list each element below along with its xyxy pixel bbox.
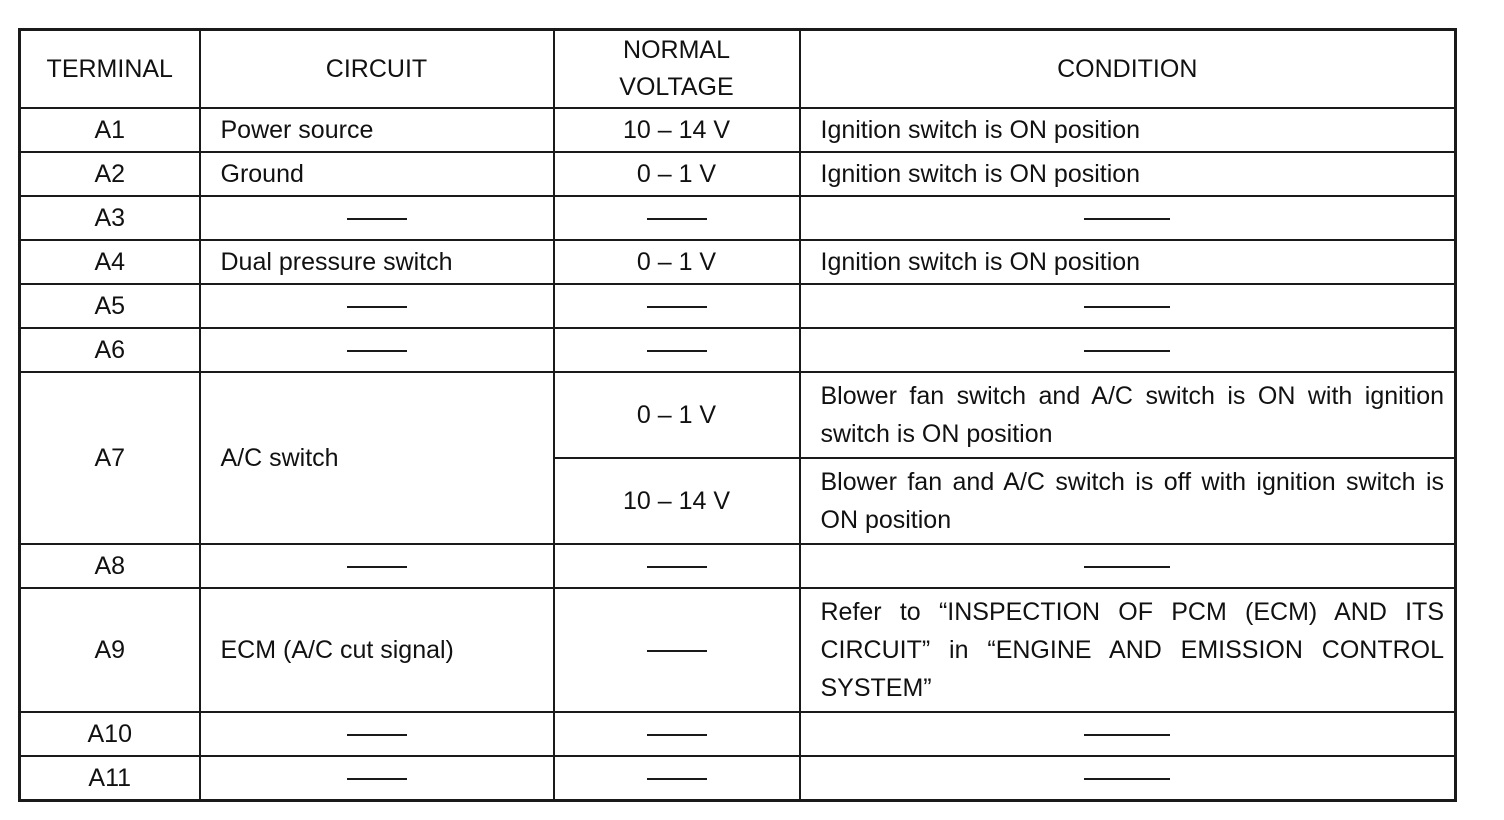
circuit-cell: A/C switch	[200, 372, 554, 544]
terminal-cell: A8	[20, 544, 200, 588]
table-row-a1	[20, 108, 1456, 152]
condition-cell: Blower fan switch and A/C switch is ON with ignition switch is ON position	[800, 372, 1456, 458]
condition-cell-empty	[800, 544, 1456, 588]
voltage-cell: 10 – 14 V	[554, 108, 800, 152]
voltage-cell-empty	[554, 712, 800, 756]
condition-cell-empty	[800, 196, 1456, 240]
empty-dash	[647, 734, 707, 736]
condition-cell: Blower fan and A/C switch is off with ignition switch is ON position	[800, 458, 1456, 544]
condition-cell: Ignition switch is ON position	[800, 152, 1456, 196]
empty-dash	[347, 350, 407, 352]
terminal-voltage-table	[18, 28, 1457, 802]
empty-dash	[647, 650, 707, 652]
condition-cell-empty	[800, 284, 1456, 328]
circuit-cell-empty	[200, 328, 554, 372]
terminal-cell: A7	[20, 372, 200, 544]
circuit-cell: Power source	[200, 108, 554, 152]
header-voltage	[554, 30, 800, 109]
terminal-cell: A3	[20, 196, 200, 240]
condition-cell: Refer to “INSPECTION OF PCM (ECM) AND ITS CIRCUIT” in “ENGINE AND EMISSION CONTROL SYSTEM”	[800, 588, 1456, 712]
condition-cell-empty	[800, 756, 1456, 801]
table-row-a6	[20, 328, 1456, 372]
empty-dash	[347, 778, 407, 780]
terminal-cell: A9	[20, 588, 200, 712]
header-voltage-line1: NORMAL	[623, 36, 730, 64]
header-condition: CONDITION	[800, 30, 1456, 109]
header-terminal: TERMINAL	[20, 30, 200, 109]
empty-dash	[347, 734, 407, 736]
table-row-a4	[20, 240, 1456, 284]
circuit-cell: Dual pressure switch	[200, 240, 554, 284]
voltage-cell: 10 – 14 V	[554, 458, 800, 544]
circuit-cell-empty	[200, 284, 554, 328]
circuit-cell-empty	[200, 756, 554, 801]
voltage-cell-empty	[554, 544, 800, 588]
table-row-a10	[20, 712, 1456, 756]
voltage-cell: 0 – 1 V	[554, 240, 800, 284]
empty-dash	[647, 218, 707, 220]
empty-dash	[1084, 734, 1170, 736]
circuit-cell-empty	[200, 544, 554, 588]
circuit-cell: Ground	[200, 152, 554, 196]
empty-dash	[1084, 778, 1170, 780]
empty-dash	[647, 778, 707, 780]
condition-cell: Ignition switch is ON position	[800, 240, 1456, 284]
empty-dash	[647, 566, 707, 568]
empty-dash	[1084, 306, 1170, 308]
table-row-a11	[20, 756, 1456, 801]
table-row-a3	[20, 196, 1456, 240]
circuit-cell: ECM (A/C cut signal)	[200, 588, 554, 712]
empty-dash	[347, 218, 407, 220]
voltage-cell: 0 – 1 V	[554, 152, 800, 196]
condition-cell-empty	[800, 712, 1456, 756]
voltage-cell: 0 – 1 V	[554, 372, 800, 458]
empty-dash	[1084, 218, 1170, 220]
table-row-a7-upper	[20, 372, 1456, 458]
empty-dash	[647, 350, 707, 352]
table-row-a5	[20, 284, 1456, 328]
terminal-cell: A6	[20, 328, 200, 372]
empty-dash	[1084, 566, 1170, 568]
header-voltage-line2: VOLTAGE	[619, 73, 734, 101]
circuit-cell-empty	[200, 712, 554, 756]
table-row-a8	[20, 544, 1456, 588]
empty-dash	[1084, 350, 1170, 352]
terminal-cell: A5	[20, 284, 200, 328]
voltage-cell-empty	[554, 588, 800, 712]
condition-cell-empty	[800, 328, 1456, 372]
terminal-cell: A4	[20, 240, 200, 284]
terminal-cell: A2	[20, 152, 200, 196]
circuit-cell-empty	[200, 196, 554, 240]
voltage-cell-empty	[554, 284, 800, 328]
table-row-a9	[20, 588, 1456, 712]
terminal-cell: A10	[20, 712, 200, 756]
empty-dash	[347, 566, 407, 568]
header-row	[20, 30, 1456, 109]
table-row-a2	[20, 152, 1456, 196]
condition-cell: Ignition switch is ON position	[800, 108, 1456, 152]
voltage-cell-empty	[554, 196, 800, 240]
empty-dash	[347, 306, 407, 308]
voltage-cell-empty	[554, 756, 800, 801]
header-circuit: CIRCUIT	[200, 30, 554, 109]
empty-dash	[647, 306, 707, 308]
voltage-cell-empty	[554, 328, 800, 372]
terminal-cell: A11	[20, 756, 200, 801]
terminal-cell: A1	[20, 108, 200, 152]
